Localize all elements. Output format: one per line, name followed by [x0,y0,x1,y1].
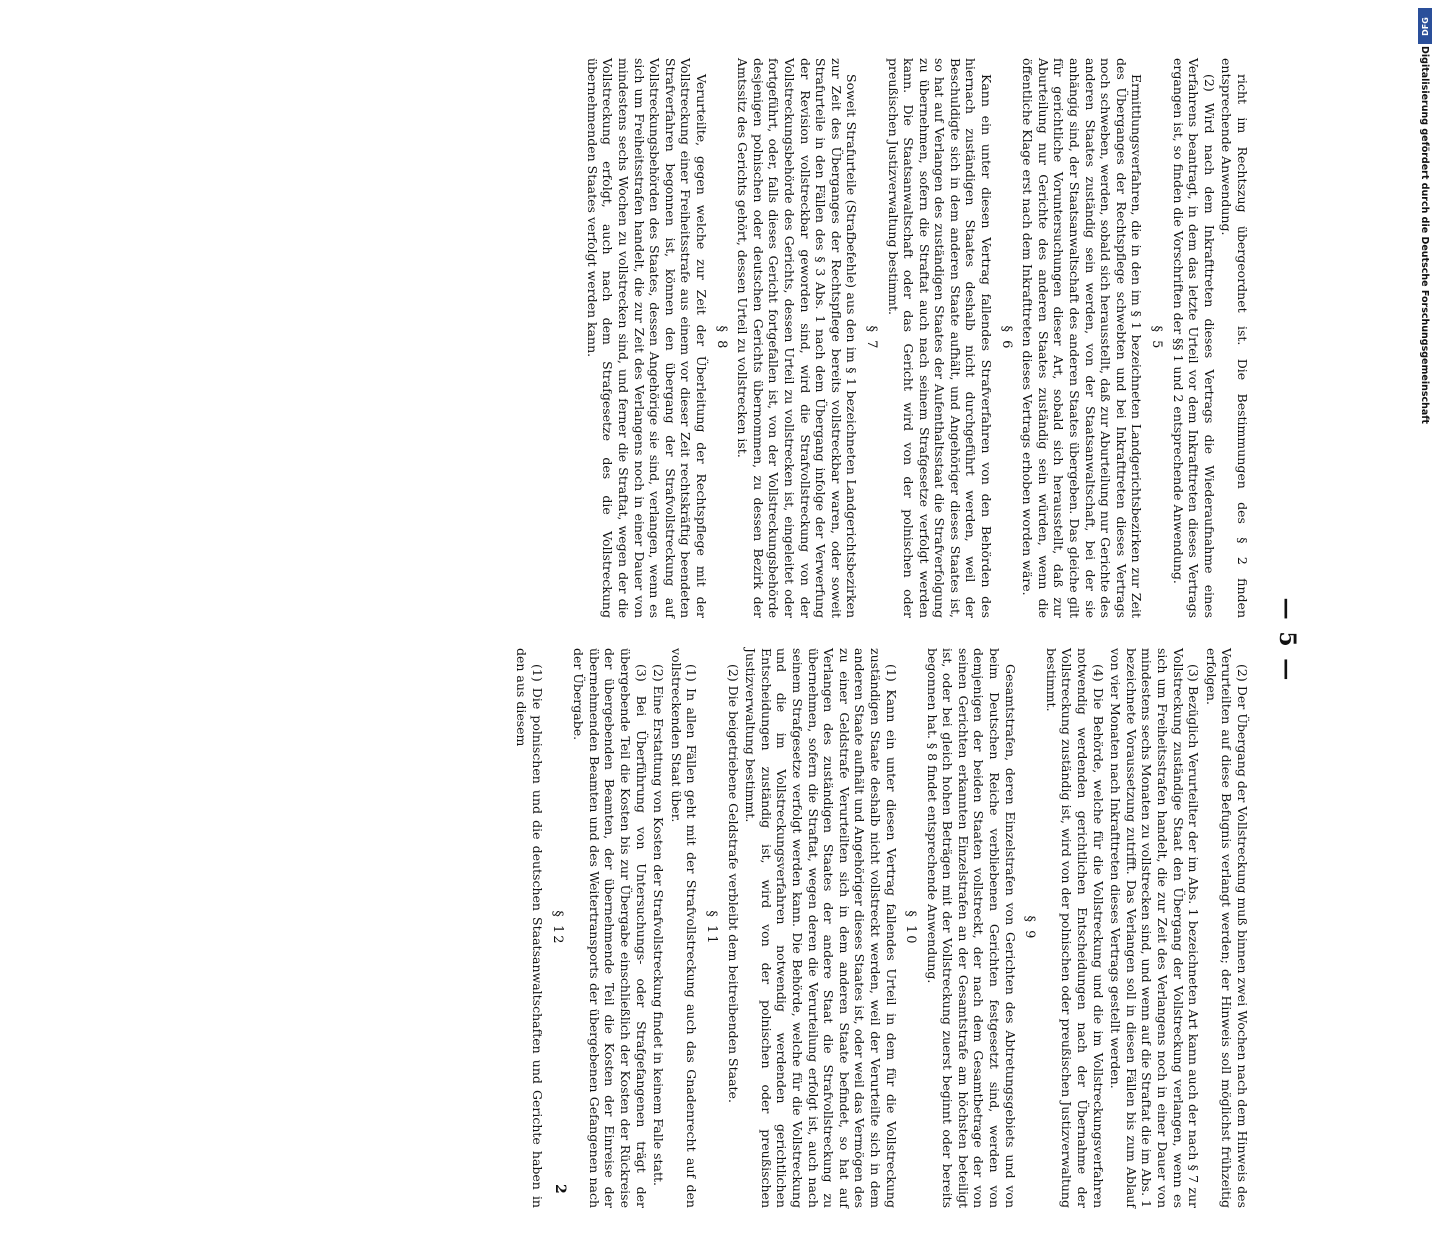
section-heading: § 7 [863,325,879,351]
rotated-text-block [100,40,1300,1208]
paragraph: (2) Wird nach dem Inkrafttreten dieses Vertrags die Wiederaufnahme eines Verfahrens beantragt, in dem das letzte Urteil vor dem Inkrafttreten dieses Vertrags ergangen ist, so finden die Vorschriften der §§ 1 und 2 entsprechende Anwendung. [1170,58,1217,618]
paragraph: (2) Der Übergang der Vollstreckung muß binnen zwei Wochen nach dem Hinweis des Verurteilten auf diese Befugnis verlangt werden; der Hinweis soll möglichst frühzeitig erfolgen. [1203,648,1250,1208]
right-text-column [490,648,1250,1208]
paragraph: (1) Die polnischen und die deutschen Staatsanwaltschaften und Gerichte haben in den aus diesem [514,648,546,1208]
dfg-logo: DFG [1418,8,1432,44]
paragraph: Gesamtstrafen, deren Einzelstrafen von Gerichten des Abtretungsgebiets und von beim Deutschen Reiche verbliebenen Gerichten festgesetzt sind, werden von demjenigen der beiden Staaten vollstreckt, der nach dem Gesamtbetrage der von seinen Gerichten erkannten Einzelstrafen an der Gesamtstrafe am höchsten beteiligt ist, oder bei gleich hohen Beträgen mit der Vollstreckung zuerst beginnt oder bereits begonnen hat. § 8 findet entsprechende Anwendung. [924,648,1018,1208]
sheet-number: 2 [552,1184,568,1194]
section-heading: § 8 [713,325,729,351]
paragraph: (2) Die beigetriebene Geldstrafe verbleibt dem beitreibenden Staate. [725,664,741,1103]
section-heading: § 6 [998,325,1014,351]
paragraph: (3) Bezüglich Verurteilter der im Abs. 1 bezeichneten Art kann auch der nach § 7 zur Vollstreckung zuständige Staat den Übergang der Vollstreckung verlangen, wenn es sich um Freiheitsstrafen handelt, die zur Zeit des Verlangens noch in einer Dauer von mindestens sechs Monaten zu vollstrecken sind, und wenn auf die Straftat die im Abs. 1 bezeichnete Voraussetzung zutrifft. Das Verlangen soll in diesen Fällen bis zum Ablauf von vier Monaten nach Inkrafttreten dieses Vertrags gestellt werden. [1108,648,1202,1208]
paragraph: (4) Die Behörde, welche für die Vollstreckung und die im Vollstreckungsverfahren notwendig werdenden gerichtlichen Entscheidungen nach der Übernahme der Vollstreckung zuständig ist, wird von der polnischen oder preußischen Justizverwaltung bestimmt. [1043,648,1106,1208]
paragraph: richt im Rechtszug übergeordnet ist. Die Bestimmungen des § 2 finden entsprechende Anwendung. [1219,58,1250,618]
section-heading: § 11 [704,910,719,946]
digitization-notice: Digitalisierung gefördert durch die Deutsche Forschungsgemeinschaft [1419,46,1430,424]
section-heading: § 10 [903,910,919,946]
paragraph: (1) Kann ein unter diesen Vertrag fallendes Urteil in dem für die Vollstreckung zuständigen Staate deshalb nicht vollstreckt werden, weil der Verurteilte sich in dem anderen Staate aufhält und Angehöriger dieses Staates ist, oder weil das Vermögen des zu einer Geldstrafe Verurteilten sich in dem anderen Staate befindet, so hat auf Verlangen des zuständigen Staates der andere Staat die Strafvollstreckung zu übernehmen, sofern die Straftat, wegen deren die Verurteilung erfolgt ist, auch nach seinem Strafgesetze verfolgt werden kann. Die Behörde, welche für die Vollstreckung und die im Vollstreckungsverfahren notwendig werdenden gerichtlichen Entscheidungen zuständig ist, wird von der polnischen oder preußischen Justizverwaltung bestimmt. [743,648,899,1208]
paragraph: Soweit Strafurteile (Strafbefehle) aus den im § 1 bezeichneten Landgerichtsbezirken zur Zeit des Überganges der Rechtspflege bereits vollstreckbar waren, oder soweit Strafurteile in den Fällen des § 3 Abs. 1 nach dem Übergang infolge der Verwerfung der Revision vollstreckbar geworden sind, wird die Strafvollstreckung von der Vollstreckungsbehörde des Gerichts, dessen Urteil zu vollstrecken ist, eingeleitet oder fortgeführt, oder, falls dieses Gericht fortgefallen ist, von der Vollstreckungsbehörde desjenigen polnischen oder deutschen Gerichts übernommen, zu dessen Bezirk der Amtssitz des Gerichts gehört, dessen Urteil zu vollstrecken ist. [735,58,860,618]
section-heading: § 9 [1022,915,1038,941]
page-marker: — 5 — [1274,597,1300,683]
section-heading: § 5 [1149,325,1165,351]
paragraph: Ermittlungsverfahren, die in den im § 1 bezeichneten Landgerichtsbezirken zur Zeit des Überganges der Rechtspflege schwebten und bei Inkrafttreten dieses Vertrags noch schweben, werden, sobald sich herausstellt, daß zur Aburteilung nur Gerichte des anderen Staates zuständig sein werden, von der Staatsanwaltschaft, bei der sie anhängig sind, der Staatsanwaltschaft des anderen Staates übergeben. Das gleiche gilt für gerichtliche Voruntersuchungen dieser Art, sobald sich herausstellt, daß zur Aburteilung nur Gerichte des anderen Staates zuständig sein würden, wenn die öffentliche Klage erst nach dem Inkrafttreten dieses Vertrags erhoben worden wäre. [1020,58,1145,618]
paragraph: Verurteilte, gegen welche zur Zeit der Überleitung der Rechtspflege mit der Vollstreckung einer Freiheitsstrafe aus einem vor dieser Zeit rechtskräftig beendeten Strafverfahren begonnen ist, können den übergang der Strafvollstreckung auf Vollstreckungsbehörden des Staates, dessen Angehörige sie sind, verlangen, wenn es sich um Freiheitsstrafen handelt, die zur Zeit des Verlangens noch in einer Dauer von mindestens sechs Wochen zu vollstrecken sind, und ferner die Straftat, wegen der die Vollstreckung erfolgt, auch nach dem Strafgesetze des die Vollstreckung übernehmenden Staates verfolgt werden kann. [584,58,709,618]
paragraph: (3) Bei Überführung von Untersuchungs- oder Strafgefangenen trägt der übergebende Teil die Kosten bis zur Übergabe einschließlich der Kosten der Rückreise der übergebenden Beamten, der übernehmende Teil die Kosten der Einreise der übernehmenden Beamten und des Weitertransports der übergebenen Gefangenen nach der Übergabe. [571,648,649,1208]
paragraph: (2) Eine Erstattung von Kosten der Strafvollstreckung findet in keinem Falle statt. [651,664,667,1186]
left-text-column [490,58,1250,618]
section-heading: § 12 [549,910,565,946]
paragraph: (1) In allen Fällen geht mit der Strafvollstreckung auch das Gnadenrecht auf den vollstreckenden Staat über. [668,648,700,1208]
paragraph: Kann ein unter diesen Vertrag fallendes Strafverfahren von den Behörden des hiernach zuständigen Staates deshalb nicht durchgeführt werden, weil der Beschuldigte sich in dem anderen Staate aufhält, und Angehöriger dieses Staates ist, so hat auf Verlangen des zuständigen Staates der Aufenthaltsstaat die Strafverfolgung zu übernehmen, sofern die Straftat auch nach seinem Strafgesetze verfolgt werden kann. Die Staatsanwaltschaft oder das Gericht wird von der polnischen oder preußischen Justizverwaltung bestimmt. [885,58,995,618]
scanned-page [100,40,1400,1208]
